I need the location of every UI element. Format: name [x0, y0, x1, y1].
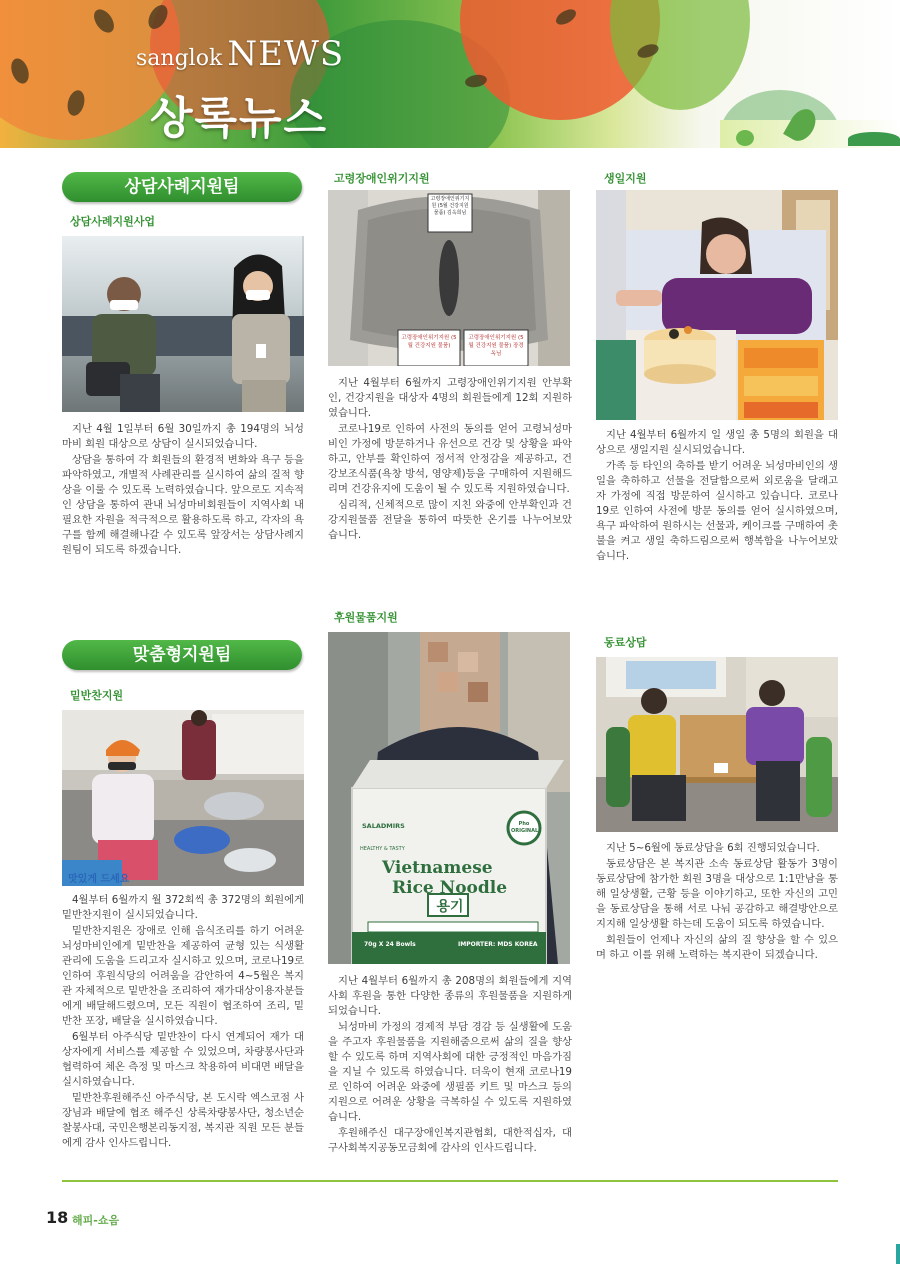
cushion-label-top: 고령장애인위기지원 (5월 건강지원 물품) 김옥희님	[430, 196, 470, 216]
photo-birthday-scene	[596, 190, 838, 420]
header-banner	[0, 0, 900, 148]
box-tag: HEALTHY & TASTY	[360, 846, 405, 852]
photo-woman-figure	[212, 248, 302, 412]
paragraph: 동료상담은 본 복지관 소속 동료상담 활동가 3명이 동료상담에 참가한 회원 3명을 대상으로 1:1만남을 통해 일상생활, 근황 등을 이야기하고, 또한 자신의 고민을 동료상담을 통해 서로 나눠 공감하고 해결방안으로 지지해 일상생활 하는데 도움이 되도록 하였습니다.	[596, 858, 838, 930]
elderly-crisis-text	[328, 376, 572, 544]
cushion-label-right: 고령장애인위기지원 (5월 건강지원 물품) 장경옥님	[468, 335, 524, 357]
photo-donation-box	[328, 632, 570, 964]
donation-goods-text	[328, 974, 572, 1157]
news-title-en-small: sanglok	[136, 46, 223, 71]
box-title-line1: Vietnamese	[382, 858, 493, 878]
blurred-face	[436, 640, 466, 700]
photo-peer-scene	[596, 657, 838, 832]
paragraph: 6월부터 아주식당 밑반찬이 다시 연계되어 재가 대상자에게 서비스를 제공할 수 있었으며, 차량봉사단과 협력하여 체온 측정 및 마스크 착용하여 비대면 배달을 실시하였습니다.	[62, 1031, 304, 1088]
cushion-label-left: 고령장애인위기지원 (5월 건강지원 물품)	[401, 335, 457, 349]
leaf-icon	[736, 130, 754, 146]
paragraph: 심리적, 신체적으로 많이 지친 와중에 안부확인과 건강지원물품 전달을 통하여 따뜻한 온기를 나누어보았습니다.	[328, 499, 572, 541]
paragraph: 지난 4월부터 6월까지 일 생일 총 5명의 회원을 대상으로 생일지원 실시되었습니다.	[596, 429, 838, 456]
box-spec: 70g X 24 Bowls	[364, 941, 416, 948]
paragraph: 가족 등 타인의 축하를 받기 어려운 뇌성마비인의 생일을 축하하고 선물을 전달함으로써 외로움을 달래고자 가정에 직접 방문하여 실시하고 있습니다. 코로나19로 인하여 사전에 방문 동의를 얻어 실시하였으며, 욕구 파악하여 원하시는 선물과, 케이크를 구매하여 촛불을 켜고 생일 축하드림으로써 행복함을 나누어보았습니다.	[596, 460, 838, 562]
photo-birthday	[596, 190, 838, 420]
photo-caption: 맛있게 드세요	[68, 874, 130, 885]
photo-kitchen	[62, 710, 304, 886]
birthday-text	[596, 428, 838, 565]
photo-peer-counseling	[596, 657, 838, 832]
paragraph: 지난 4월 1일부터 6월 30일까지 총 194명의 뇌성마비 회원 대상으로 상담이 실시되었습니다.	[62, 423, 304, 450]
paragraph: 지난 4월부터 6월까지 고령장애인위기지원 안부확인, 건강지원을 대상자 4명의 회원들에게 12회 지원하였습니다.	[328, 377, 572, 419]
paragraph: 밑반찬지원은 장애로 인해 음식조리를 하기 어려운 뇌성마비인에게 밑반찬을 제공하여 균형 있는 식생활 관리에 도움을 드리고자 실시하고 있으며, 코로나19로 인하여 후원식당의 어려움을 감안하여 4~5월은 복지관 자체적으로 밑반찬을 조리하여 재가대상이용자분들에게 배달해드렸으며, 모든 직원이 협조하여 조리, 밑반찬 포장, 배달을 실시하였습니다.	[62, 925, 304, 1027]
news-title-ko: 상록뉴스	[150, 93, 329, 144]
photo-cushion	[328, 190, 570, 366]
paragraph: 지난 4월부터 6월까지 총 208명의 회원들에게 지역사회 후원을 통한 다양한 종류의 후원물품을 지원하게 되었습니다.	[328, 975, 572, 1017]
paragraph: 밑반찬후원해주신 아주식당, 본 도시락 엑스코점 사장님과 배달에 협조 해주신 상록차량봉사단, 청소년순찰봉사대, 국민은행본리동지점, 복지관 직원 모든 분들에게 감사 인사드립니다.	[62, 1092, 304, 1149]
box-title-line2: Rice Noodle	[392, 878, 508, 898]
paragraph: 뇌성마비 가정의 경제적 부담 경감 등 실생활에 도움을 주고자 후원물품을 지원해줌으로써 삶의 질을 향상할 수 있도록 하며 지역사회에 대한 긍정적인 마음가짐을 지닐 수 있도록 하였습니다. 더욱이 현재 코로나19로 인하여 어려운 와중에 생필품 키트 및 마스크 등의 지원으로 어려운 상황을 극복하실 수 있도록 지원하였습니다.	[328, 1021, 572, 1123]
photo-kitchen-scene	[62, 710, 304, 886]
subheading-side-dish: 밑반찬지원	[70, 689, 124, 702]
counseling-text	[62, 422, 304, 559]
page-edge-marker	[896, 1244, 900, 1264]
paragraph: 4월부터 6월까지 월 372회씩 총 372명의 회원에게 밑반찬지원이 실시되었습니다.	[62, 894, 304, 921]
photo-counseling-session	[62, 236, 304, 412]
paragraph: 상담을 통하여 각 회원들의 환경적 변화와 욕구 등을 파악하였고, 개별적 사례관리를 실시하여 삶의 질적 향상을 이룰 수 있도록 노력하였습니다. 앞으로도 지속적인 상담을 통하여 관내 뇌성마비회원들이 지역사회 내 필요한 자원을 적극적으로 활용하도록 하고, 각자의 욕구를 함께 해결해나갈 수 있도록 앞장서는 상담사례지원팀이 되도록 하겠습니다.	[62, 454, 304, 556]
footer-logo: 해피-쇼음	[72, 1214, 120, 1227]
section-pill-counseling: 상담사례지원팀	[62, 172, 302, 202]
subheading-peer-counseling: 동료상담	[604, 636, 647, 649]
box-importer: IMPORTER: MDS KOREA	[458, 941, 538, 948]
subheading-birthday: 생일지원	[604, 172, 647, 185]
subheading-elderly-crisis: 고령장애인위기지원	[334, 172, 430, 185]
peer-counseling-text	[596, 841, 838, 964]
paragraph: 후원해주신 대구장애인복지관협회, 대한적십자, 대구사회복지공동모금회에 감사의 인사드립니다.	[328, 1127, 572, 1154]
news-title-en-big: NEWS	[227, 34, 345, 74]
box-seal: Pho ORIGINAL	[511, 821, 539, 834]
paragraph: 회원들이 언제나 자신의 삶의 질 향상을 할 수 있으며 하고 이를 위해 노력하는 복지관이 되겠습니다.	[596, 934, 838, 961]
paragraph: 코로나19로 인하여 사전의 동의를 얻어 고령뇌성마비인 가정에 방문하거나 유선으로 건강 및 상황을 파악하고, 안부를 확인하여 정서적 안정감을 제공하고, 건강보조식품(욕창 방석, 영양제)등을 구매하여 지원해드리며 건강유지에 도움이 될 수 있도록 지원하였습니다.	[328, 423, 572, 495]
subheading-donation-goods: 후원물품지원	[334, 611, 398, 624]
banner-watercolor-leaf	[610, 0, 750, 110]
leaf-icon	[848, 132, 900, 146]
footer-divider	[62, 1180, 838, 1182]
news-title-en	[136, 34, 344, 74]
photo-man-figure	[80, 262, 166, 412]
box-korean: 용기	[436, 899, 464, 915]
section-pill-custom-support: 맞춤형지원팀	[62, 640, 302, 670]
box-brand: SALADMIRS	[362, 822, 405, 830]
paragraph: 지난 5~6월에 동료상담을 6회 진행되었습니다.	[606, 842, 820, 854]
side-dish-text	[62, 893, 304, 1152]
subheading-counseling-program: 상담사례지원사업	[70, 215, 156, 228]
page-number: 18	[46, 1208, 69, 1227]
